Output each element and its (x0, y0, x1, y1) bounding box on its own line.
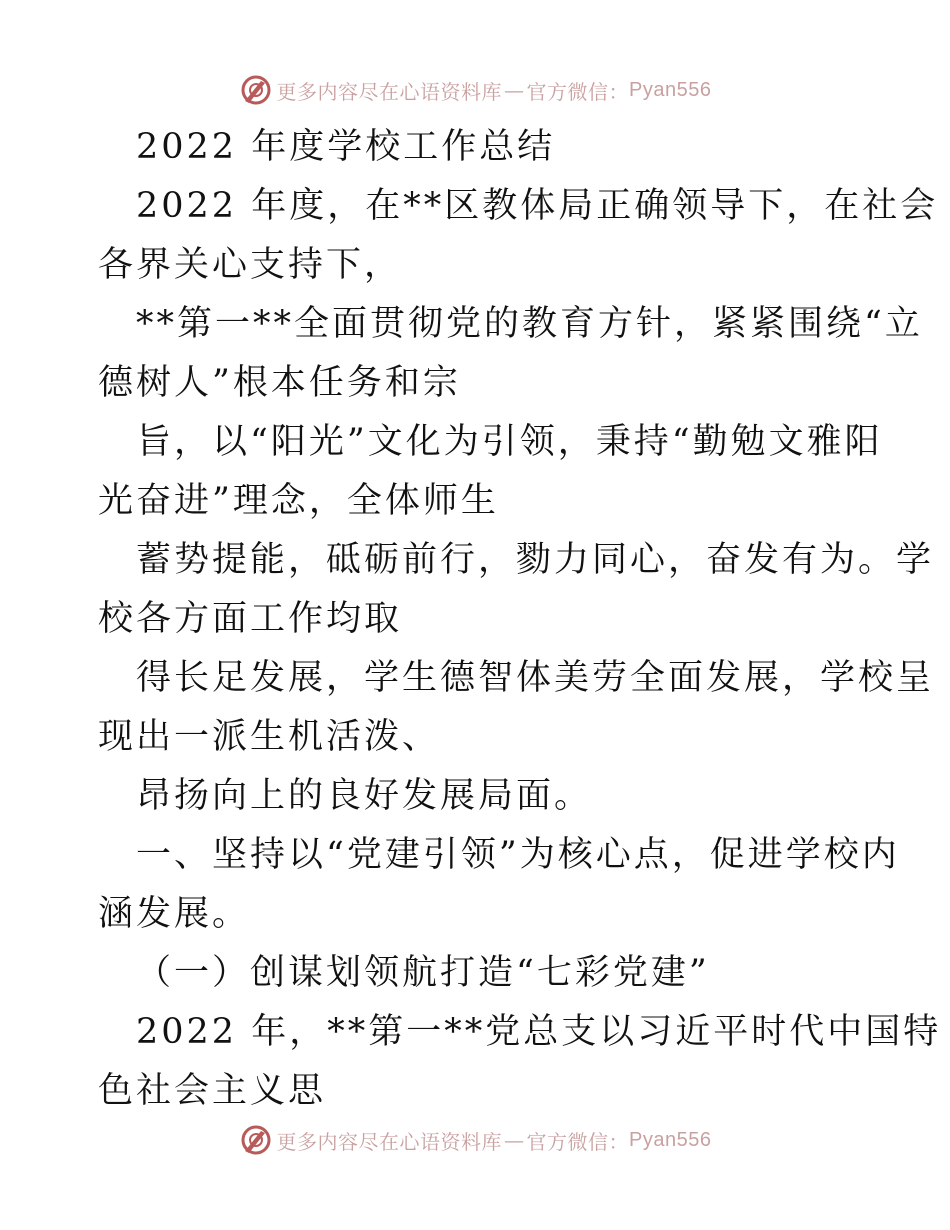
text-line: 2022 年度学校工作总结 (136, 127, 556, 167)
watermark-text: 更多内容尽在心语资料库 (276, 1129, 503, 1154)
quill-seal-icon (239, 1123, 273, 1157)
text-line: 旨，以“阳光”文化为引领，秉持“勤勉文雅阳 (136, 422, 883, 462)
watermark-separator: — (504, 78, 525, 102)
text-line: 昂扬向上的良好发展局面。 (136, 776, 593, 816)
text-line: 德树人”根本任务和宗 (98, 363, 461, 403)
quill-seal-icon (239, 73, 273, 107)
watermark-text: 更多内容尽在心语资料库 (276, 79, 503, 104)
watermark-wechat-id: Pyan556 (629, 78, 712, 101)
text-line: **第一**全面贯彻党的教育方针，紧紧围绕“立 (136, 304, 923, 344)
watermark-separator: — (504, 1128, 525, 1152)
text-line: 2022 年，**第一**党总支以习近平时代中国特 (136, 1012, 942, 1052)
footer-watermark (0, 1120, 950, 1160)
text-line: 蓄势提能，砥砺前行，勠力同心，奋发有为。学 (136, 540, 935, 580)
text-line: （一）创谋划领航打造“七彩党建” (136, 953, 710, 993)
text-line: 色社会主义思 (98, 1071, 327, 1111)
text-line: 各界关心支持下， (98, 245, 403, 285)
text-line: 光奋进”理念，全体师生 (98, 481, 499, 521)
header-watermark (0, 70, 950, 110)
text-line: 得长足发展，学生德智体美劳全面发展，学校呈 (136, 658, 935, 698)
text-line: 涵发展。 (98, 894, 251, 934)
watermark-wechat-label: 官方微信： (526, 1129, 630, 1154)
text-line: 校各方面工作均取 (98, 599, 403, 639)
watermark-wechat-id: Pyan556 (629, 1128, 712, 1151)
text-line: 一、坚持以“党建引领”为核心点，促进学校内 (136, 835, 900, 875)
text-line: 现出一派生机活泼、 (98, 717, 441, 757)
watermark-wechat-label: 官方微信： (526, 79, 630, 104)
document-body (98, 118, 942, 1121)
text-line: 2022 年度，在**区教体局正确领导下，在社会 (136, 186, 939, 226)
